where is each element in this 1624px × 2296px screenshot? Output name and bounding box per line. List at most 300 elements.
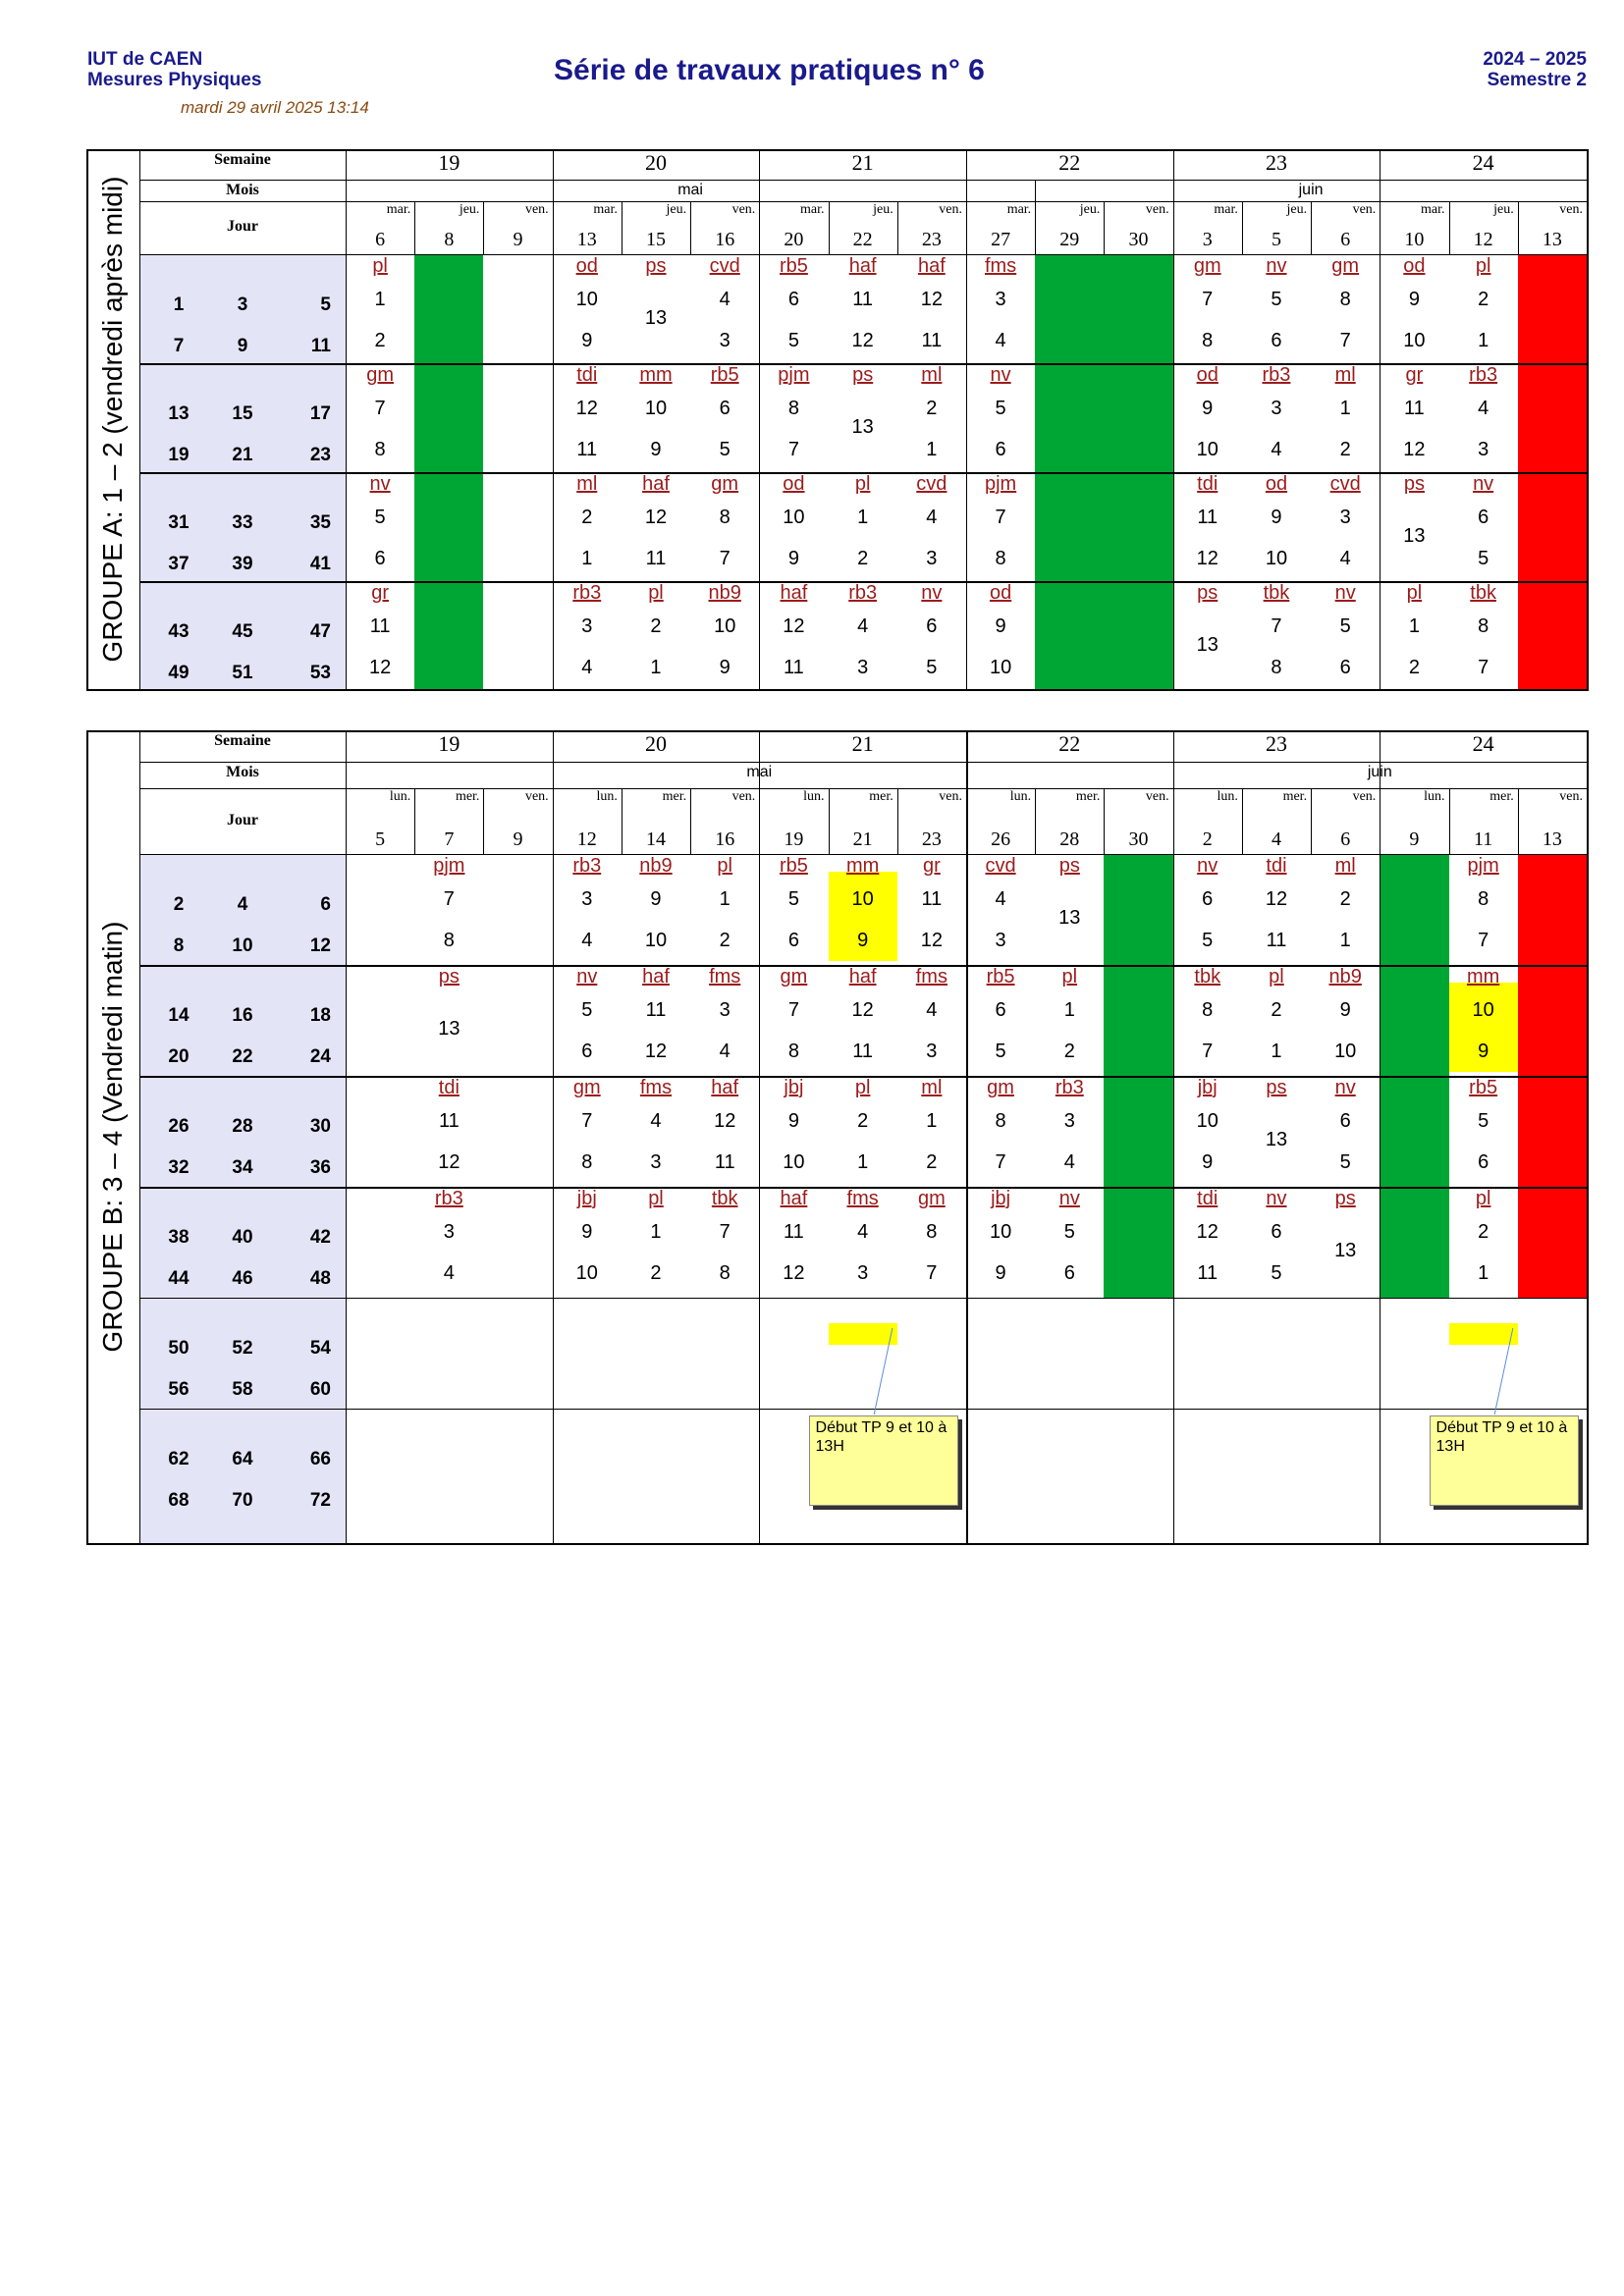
session-code: cvd: [916, 473, 947, 495]
session-code: nb9: [639, 855, 673, 877]
day-number: 5: [375, 828, 386, 850]
pair-number: 2: [1063, 1041, 1075, 1062]
pair-number: 1: [374, 289, 386, 310]
session-code: jbj: [784, 1077, 804, 1098]
session-code: rb3: [1055, 1077, 1084, 1098]
pair-number: 4: [581, 657, 593, 678]
pair-number: 10: [1265, 548, 1288, 569]
pair-number: 8: [443, 930, 455, 951]
day-name: jeu.: [1079, 202, 1101, 217]
session-code: pl: [854, 473, 871, 495]
week-number: 23: [1265, 150, 1287, 175]
week-number: 19: [438, 731, 460, 756]
pair-number: 7: [1202, 1041, 1214, 1062]
session-code: fms: [915, 966, 947, 988]
session-code: rb5: [779, 855, 808, 877]
student-number: 22: [232, 1046, 253, 1067]
session-code: pl: [1269, 966, 1284, 988]
pair-number: 10: [644, 398, 668, 419]
student-number: 30: [309, 1116, 331, 1137]
pair-number: 5: [1271, 1262, 1282, 1284]
day-name: jeu.: [666, 202, 687, 217]
day-number: 14: [645, 828, 666, 850]
student-number: 48: [309, 1268, 331, 1289]
pair-number: 10: [989, 1221, 1012, 1243]
student-number: 32: [168, 1157, 189, 1178]
pair-number: 1: [1063, 999, 1075, 1021]
pair-number: 1: [926, 1110, 938, 1132]
pair-number: 3: [995, 289, 1006, 310]
day-number: 16: [715, 229, 735, 250]
pair-number: 10: [989, 657, 1012, 678]
pair-number: 3: [719, 999, 731, 1021]
pair-number: 4: [1271, 439, 1282, 460]
student-number: 37: [168, 554, 189, 574]
pair-number: 7: [1339, 330, 1351, 351]
student-number: 34: [232, 1157, 253, 1178]
student-number: 47: [309, 621, 331, 642]
pair-number: 4: [995, 330, 1006, 351]
day-number: 5: [1271, 229, 1281, 250]
pair-number: 3: [995, 930, 1006, 951]
student-number: 17: [309, 403, 331, 424]
pair-number: 11: [714, 1151, 735, 1173]
day-name: lun.: [1424, 789, 1445, 804]
pair-number: 12: [644, 507, 668, 528]
pair-number: 2: [581, 507, 593, 528]
session-code: haf: [780, 582, 808, 604]
pair-number: 3: [1063, 1110, 1075, 1132]
day-name: jeu.: [1286, 202, 1308, 217]
pair-number: 11: [1197, 507, 1218, 528]
session-code: rb3: [572, 582, 602, 604]
pair-number: 2: [926, 398, 938, 419]
student-number: 4: [237, 894, 248, 915]
pair-number: 7: [995, 507, 1006, 528]
pair-number: 9: [1202, 1151, 1214, 1173]
pair-number: 6: [374, 548, 386, 569]
pair-number: 11: [576, 439, 598, 460]
student-number: 58: [232, 1379, 253, 1400]
pair-number: 3: [719, 330, 731, 351]
note-marker: [829, 1323, 897, 1345]
session-code: tbk: [1470, 582, 1496, 604]
semester: Semestre 2: [1487, 70, 1587, 90]
day-number: 30: [1128, 828, 1149, 850]
day-number: 12: [576, 828, 597, 850]
rule: [86, 689, 1587, 691]
pair-number: 11: [438, 1110, 460, 1132]
note-start-time: Début TP 9 et 10 à 13H: [1430, 1415, 1579, 1506]
day-name: mar.: [1214, 202, 1238, 217]
pair-number: 12: [644, 1041, 668, 1062]
session-code: mm: [845, 855, 880, 877]
pair-number: 8: [581, 1151, 593, 1173]
pair-number: 5: [926, 657, 938, 678]
session-code: pl: [648, 582, 664, 604]
pair-number: 8: [719, 1262, 731, 1284]
pair-number: 6: [926, 615, 938, 637]
pair-number: 13: [1196, 634, 1218, 656]
day-name: ven.: [939, 202, 962, 217]
session-code: gm: [1331, 255, 1360, 277]
pair-number: 7: [581, 1110, 593, 1132]
day-number: 12: [1473, 229, 1493, 250]
week-number: 21: [851, 731, 874, 756]
pair-number: 3: [1271, 398, 1282, 419]
pair-number: 11: [852, 289, 874, 310]
pair-number: 4: [857, 1221, 869, 1243]
rule: [1587, 149, 1589, 691]
session-code: fms: [709, 966, 741, 988]
session-code: ps: [1266, 1077, 1287, 1098]
pair-number: 11: [921, 888, 943, 910]
pair-number: 1: [1339, 398, 1351, 419]
session-code: rb3: [1469, 364, 1498, 386]
day-number: 30: [1128, 229, 1149, 250]
day-name: ven.: [524, 202, 549, 217]
pair-number: 5: [1478, 1110, 1489, 1132]
session-code: od: [783, 473, 805, 495]
pair-number: 1: [581, 548, 593, 569]
student-number: 18: [309, 1005, 331, 1026]
pair-number: 1: [1478, 330, 1489, 351]
week-number: 22: [1058, 731, 1081, 756]
day-number: 26: [991, 828, 1011, 850]
pair-number: 12: [575, 398, 598, 419]
session-code: haf: [780, 1188, 808, 1209]
pair-number: 6: [1339, 1110, 1351, 1132]
pair-number: 9: [719, 657, 731, 678]
session-code: haf: [917, 255, 946, 277]
day-number: 6: [375, 229, 386, 250]
session-code: ps: [1197, 582, 1218, 604]
day-name: lun.: [389, 789, 411, 804]
day-number: 20: [784, 229, 804, 250]
day-number: 16: [715, 828, 735, 850]
student-number: 7: [173, 336, 185, 356]
session-code: cvd: [985, 855, 1016, 877]
session-code: nv: [921, 582, 943, 604]
day-number: 15: [645, 229, 666, 250]
student-number: 40: [232, 1227, 253, 1248]
day-name: mar.: [386, 202, 411, 217]
session-code: mm: [639, 364, 673, 386]
session-code: fms: [846, 1188, 879, 1209]
session-code: jbj: [576, 1188, 597, 1209]
session-code: tdi: [1197, 473, 1218, 495]
day-number: 11: [1473, 828, 1493, 850]
rule: [1587, 730, 1589, 1545]
day-name: mar.: [593, 202, 618, 217]
student-number: 12: [309, 935, 331, 956]
pair-number: 10: [575, 289, 598, 310]
pair-number: 4: [650, 1110, 662, 1132]
session-code: rb3: [572, 855, 602, 877]
pair-number: 1: [926, 439, 938, 460]
pair-number: 6: [1063, 1262, 1075, 1284]
pair-number: 9: [581, 330, 593, 351]
rule: [139, 180, 1587, 181]
pair-number: 5: [1339, 615, 1351, 637]
pair-number: 9: [1271, 507, 1282, 528]
student-number: 45: [232, 621, 253, 642]
student-column: [139, 854, 346, 1543]
pair-number: 13: [1058, 907, 1081, 929]
student-number: 5: [320, 294, 331, 315]
day-number: 6: [1340, 828, 1351, 850]
session-code: ml: [576, 473, 598, 495]
pair-number: 9: [581, 1221, 593, 1243]
pair-number: 5: [1063, 1221, 1075, 1243]
pair-number: 11: [784, 657, 804, 678]
pair-number: 12: [851, 330, 874, 351]
day-name: mer.: [1282, 789, 1308, 804]
pair-number: 8: [1478, 615, 1489, 637]
student-number: 24: [309, 1046, 331, 1067]
pair-number: 2: [1478, 289, 1489, 310]
session-code: gm: [711, 473, 739, 495]
day-number: 10: [1404, 229, 1425, 250]
pair-number: 6: [995, 439, 1006, 460]
session-code: haf: [848, 966, 877, 988]
day-label: Jour: [227, 218, 258, 235]
day-name: mar.: [1421, 202, 1445, 217]
pair-number: 2: [1339, 888, 1351, 910]
session-code: fms: [984, 255, 1017, 277]
day-number: 2: [1202, 828, 1213, 850]
day-name: jeu.: [459, 202, 480, 217]
session-code: nv: [1266, 255, 1287, 277]
month-name: juin: [1367, 764, 1392, 780]
rule: [86, 149, 88, 689]
pair-number: 5: [1202, 930, 1214, 951]
student-number: 2: [173, 894, 185, 915]
pair-number: 9: [1339, 999, 1351, 1021]
pair-number: 10: [1403, 330, 1426, 351]
student-number: 9: [237, 336, 248, 356]
session-code: haf: [642, 473, 670, 495]
session-code: ml: [921, 1077, 943, 1098]
pair-number: 3: [926, 1041, 938, 1062]
session-code: cvd: [709, 255, 740, 277]
session-code: pl: [1475, 1188, 1491, 1209]
pair-number: 7: [995, 1151, 1006, 1173]
day-number: 6: [1340, 229, 1351, 250]
session-code: jbj: [991, 1188, 1011, 1209]
pair-number: 11: [921, 330, 943, 351]
session-code: ml: [921, 364, 943, 386]
day-name: mer.: [455, 789, 480, 804]
day-name: ven.: [939, 789, 962, 804]
student-number: 52: [232, 1338, 253, 1359]
session-code: cvd: [1329, 473, 1361, 495]
student-number: 19: [168, 445, 189, 465]
week-number: 22: [1058, 150, 1081, 175]
pair-number: 5: [787, 888, 799, 910]
session-code: pl: [648, 1188, 664, 1209]
day-name: jeu.: [1493, 202, 1514, 217]
student-number: 72: [309, 1490, 331, 1511]
session-code: rb5: [986, 966, 1015, 988]
pair-number: 6: [1202, 888, 1214, 910]
group-title: GROUPE B: 3 – 4 (Vendredi matin): [97, 921, 128, 1353]
pair-number: 5: [719, 439, 731, 460]
pair-number: 2: [1339, 439, 1351, 460]
day-label: Jour: [227, 811, 258, 828]
pair-number: 10: [644, 930, 668, 951]
pair-number: 8: [995, 548, 1006, 569]
week-number: 19: [438, 150, 460, 175]
pair-number: 11: [784, 1221, 804, 1243]
pair-number: 4: [926, 507, 938, 528]
student-number: 46: [232, 1268, 253, 1289]
day-name: ven.: [1559, 789, 1583, 804]
pair-number: 2: [650, 615, 662, 637]
pair-number: 1: [650, 1221, 662, 1243]
pair-number: 10: [1334, 1041, 1357, 1062]
day-number: 22: [852, 229, 873, 250]
day-name: ven.: [731, 789, 756, 804]
day-number: 13: [576, 229, 597, 250]
pair-number: 7: [719, 1221, 731, 1243]
pair-number: 11: [645, 548, 667, 569]
pair-number: 7: [787, 439, 799, 460]
pair-number: 7: [1202, 289, 1214, 310]
session-code: tbk: [711, 1188, 738, 1209]
pair-number: 8: [1339, 289, 1351, 310]
pair-number: 10: [783, 1151, 805, 1173]
pair-number: 13: [644, 307, 668, 329]
pair-number: 9: [650, 888, 662, 910]
session-code: nb9: [1328, 966, 1362, 988]
session-code: rb5: [1469, 1077, 1498, 1098]
session-code: tdi: [1197, 1188, 1218, 1209]
session-code: tdi: [576, 364, 598, 386]
day-name: ven.: [731, 202, 756, 217]
pair-number: 7: [374, 398, 386, 419]
student-number: 13: [168, 403, 189, 424]
week-number: 24: [1472, 731, 1494, 756]
pair-number: 12: [920, 289, 943, 310]
pair-number: 1: [719, 888, 731, 910]
session-code: nv: [576, 966, 598, 988]
session-code: gm: [917, 1188, 946, 1209]
pair-number: 8: [1202, 330, 1214, 351]
week-number: 20: [644, 150, 667, 175]
pair-number: 8: [926, 1221, 938, 1243]
session-code: pl: [854, 1077, 871, 1098]
day-name: ven.: [1352, 202, 1377, 217]
header-left: [87, 49, 261, 90]
student-number: 39: [232, 554, 253, 574]
session-code: fms: [639, 1077, 673, 1098]
session-code: ps: [438, 966, 460, 988]
session-code: gm: [1193, 255, 1221, 277]
week-number: 23: [1265, 731, 1287, 756]
pair-number: 1: [857, 1151, 869, 1173]
student-number: 35: [309, 512, 331, 533]
student-number: 41: [309, 554, 331, 574]
pair-number: 9: [650, 439, 662, 460]
pair-number: 4: [719, 289, 731, 310]
student-number: 20: [168, 1046, 189, 1067]
session-code: ml: [1334, 855, 1356, 877]
pair-number: 10: [783, 507, 805, 528]
day-name: mar.: [1006, 202, 1032, 217]
session-code: nv: [1266, 1188, 1287, 1209]
day-name: ven.: [1559, 202, 1583, 217]
pair-number: 10: [1472, 999, 1494, 1021]
pair-number: 9: [1478, 1041, 1489, 1062]
pair-number: 2: [374, 330, 386, 351]
pair-number: 6: [1478, 1151, 1489, 1173]
week-label: Semaine: [214, 732, 271, 749]
week-number: 24: [1472, 150, 1494, 175]
pair-number: 4: [1339, 548, 1351, 569]
rule: [346, 730, 347, 1543]
pair-number: 10: [851, 888, 874, 910]
day-name: mer.: [1489, 789, 1514, 804]
session-code: nv: [1334, 582, 1356, 604]
pair-number: 3: [650, 1151, 662, 1173]
institution: IUT de CAEN: [87, 49, 203, 70]
pair-number: 1: [650, 657, 662, 678]
student-number: 42: [309, 1227, 331, 1248]
pair-number: 4: [581, 930, 593, 951]
pair-number: 4: [857, 615, 869, 637]
session-code: od: [575, 255, 598, 277]
session-code: pjm: [433, 855, 465, 877]
session-code: tdi: [438, 1077, 460, 1098]
student-number: 11: [310, 336, 331, 356]
rule: [139, 762, 1587, 763]
student-number: 6: [320, 894, 331, 915]
pair-number: 1: [857, 507, 869, 528]
pair-number: 11: [645, 999, 667, 1021]
rule: [139, 730, 140, 1543]
academic-year: 2024 – 2025: [1483, 49, 1587, 70]
pair-number: 7: [1478, 657, 1489, 678]
session-code: nv: [1197, 855, 1218, 877]
pair-number: 3: [581, 888, 593, 910]
student-number: 8: [173, 935, 185, 956]
day-name: ven.: [1352, 789, 1377, 804]
month-name: juin: [1298, 182, 1324, 198]
pair-number: 13: [851, 416, 874, 438]
month-name: mai: [677, 182, 703, 198]
student-number: 15: [232, 403, 253, 424]
student-number: 14: [168, 1005, 189, 1026]
pair-number: 4: [1478, 398, 1489, 419]
student-number: 51: [232, 663, 253, 683]
pair-number: 10: [1196, 439, 1218, 460]
pair-number: 12: [1403, 439, 1426, 460]
day-name: ven.: [524, 789, 549, 804]
session-code: tbk: [1263, 582, 1290, 604]
student-number: 64: [232, 1449, 253, 1469]
day-number: 13: [1542, 229, 1562, 250]
student-number: 68: [168, 1490, 189, 1511]
session-code: pjm: [984, 473, 1017, 495]
pair-number: 7: [719, 548, 731, 569]
pair-number: 6: [581, 1041, 593, 1062]
pair-number: 1: [1339, 930, 1351, 951]
pair-number: 8: [995, 1110, 1006, 1132]
pair-number: 9: [995, 615, 1006, 637]
pair-number: 12: [851, 999, 874, 1021]
day-name: mer.: [869, 789, 893, 804]
